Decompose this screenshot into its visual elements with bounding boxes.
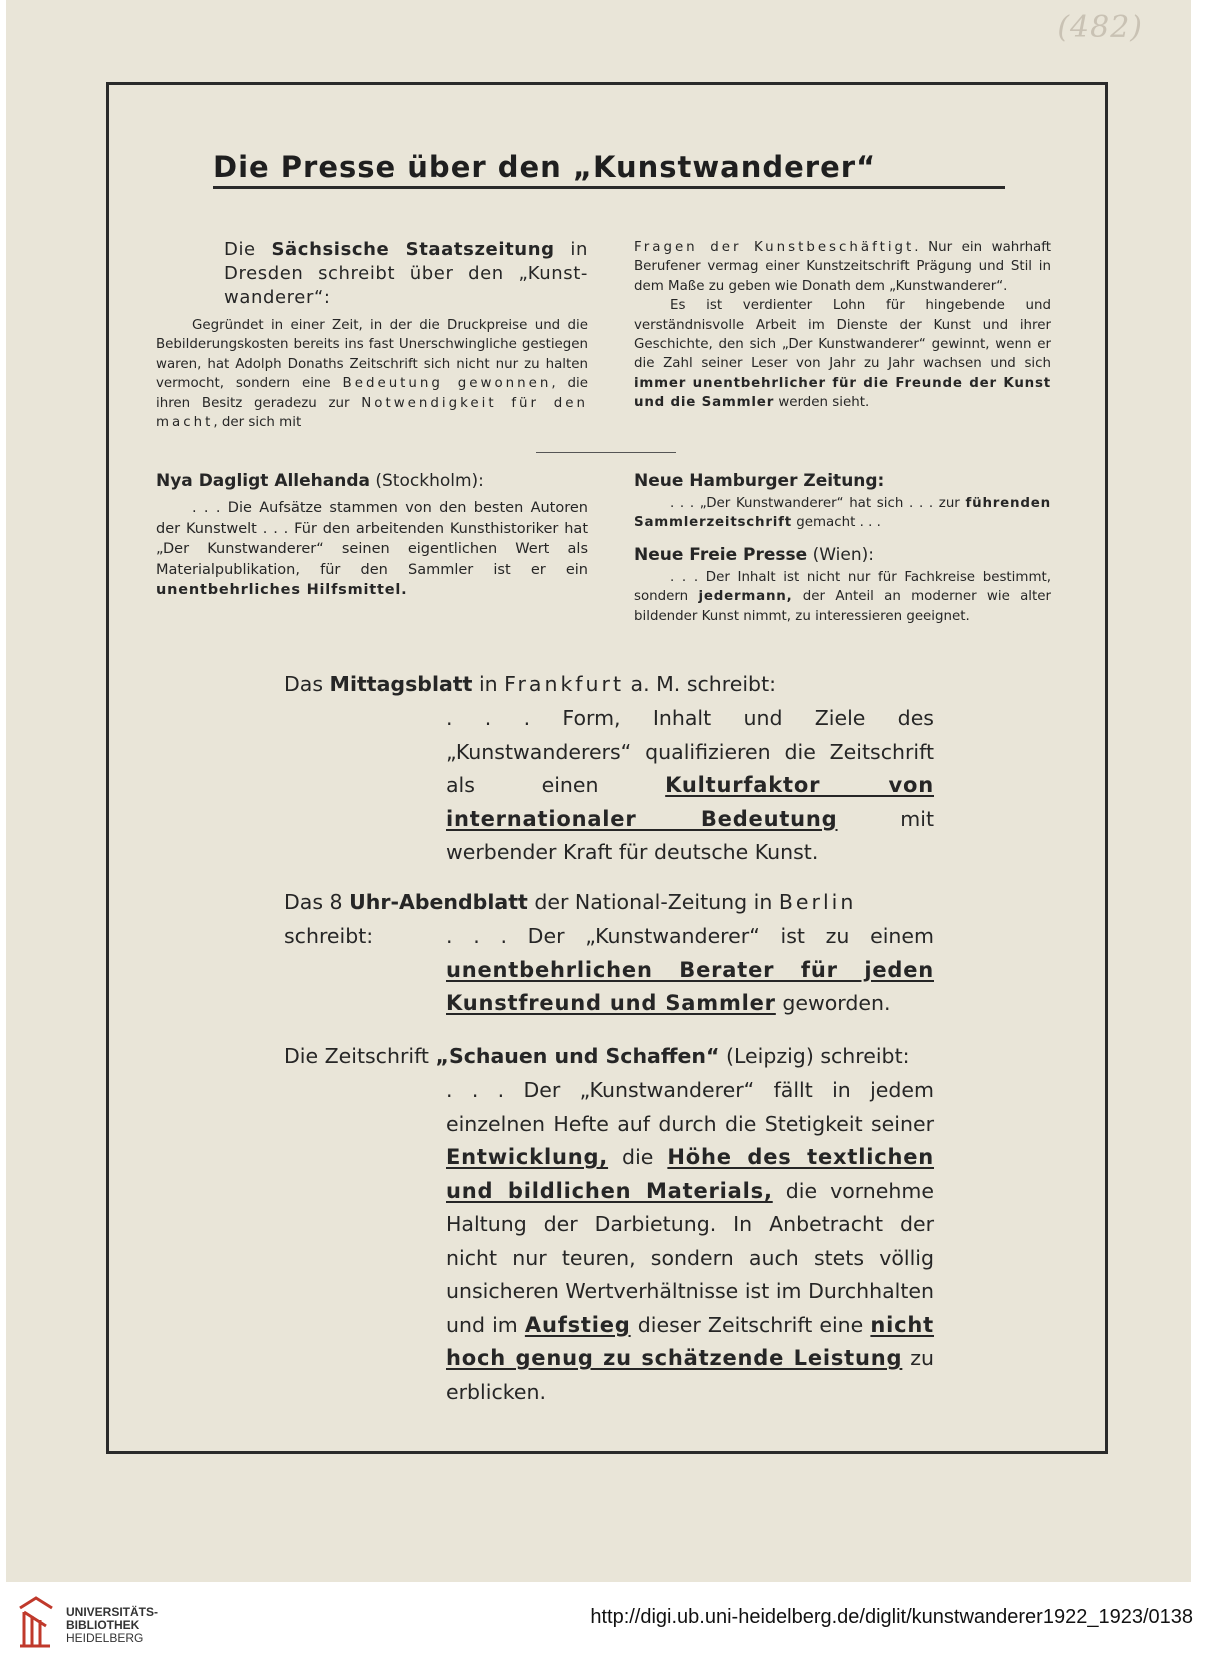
schauen-quote <box>446 1074 934 1409</box>
intro-text: in <box>472 672 505 696</box>
library-name-line: UNIVERSITÄTS- <box>66 1605 159 1619</box>
nya-source <box>156 470 588 492</box>
nya-quote <box>156 498 588 601</box>
quote-text: . . . Der „Kunstwanderer“ fällt in jedem einzelnen Hefte auf durch die Stetigkeit seiner <box>446 1078 934 1136</box>
saechsische-quote-part2 <box>634 296 1051 412</box>
nya-dagligt-section <box>156 470 588 601</box>
emphasized-text: Entwicklung, <box>446 1145 609 1169</box>
quote-text: der Anteil an moderner wie alter bildender Kunst nimmt, zu interessieren geeignet. <box>634 589 1051 624</box>
newspaper-name: Sächsische Staatszeitung <box>271 239 555 260</box>
saechsische-quote-part1 <box>156 316 588 432</box>
freie-quote <box>634 568 1051 626</box>
schauen-source <box>284 1040 934 1074</box>
quote-text: . . . Die Aufsätze stammen von den besten Autoren der Kunstwelt . . . Für den arbeitenden Kunsthistoriker hat „Der Kunstwanderer“ seinen eigentlichen Wert als Materialpublikation, für den Sammler ist er ein <box>156 500 588 578</box>
quote-text: . . . „Der Kunstwanderer“ hat sich . . . zur <box>670 496 966 511</box>
spaced-text: Notwendigkeit für den macht <box>156 395 588 431</box>
newspaper-name: Uhr-Abendblatt <box>349 890 528 914</box>
quote-text: Gegründet in einer Zeit, in der die Druckpreise und die Bebilderungskosten bereits ins fast Unerschwingliche gestiegen waren, hat Adolph Donaths Zeitschrift sich nicht nur zu halten vermocht, sondern eine <box>156 318 588 392</box>
scanned-page <box>6 0 1191 1582</box>
quote-text: . . . Form, Inhalt und Ziele des „Kunstwanderers“ qualifizieren die Zeitschrift als einen <box>446 706 934 797</box>
mittagsblatt-quote <box>446 702 934 870</box>
source-url-link[interactable]: http://digi.ub.uni-heidelberg.de/diglit/kunstwanderer1922_1923/0138 <box>590 1606 1193 1628</box>
saechsische-right-column <box>634 238 1051 413</box>
city-text: (Wien): <box>807 545 874 565</box>
quote-text: werden sieht. <box>774 395 870 411</box>
intro-text: Die Zeitschrift <box>284 1044 436 1068</box>
archive-page-number: (482) <box>1057 10 1143 45</box>
city-text: Berlin <box>778 890 857 914</box>
newspaper-name: Neue Hamburger Zeitung: <box>634 471 885 491</box>
quote-text: . . . Der „Kunstwanderer“ ist zu einem <box>446 924 934 948</box>
emphasized-text: Kulturfaktor von internationaler Bedeutung <box>446 773 934 831</box>
quote-text: , die ihren Besitz geradezu zur <box>156 376 588 411</box>
quote-text: die <box>608 1145 668 1169</box>
abendblatt-quote <box>446 920 934 1021</box>
newspaper-name: Neue Freie Presse <box>634 545 808 565</box>
hamburger-section <box>634 470 1051 533</box>
intro-text: (Leipzig) schreibt: <box>719 1044 910 1068</box>
intro-text: Die <box>224 239 272 260</box>
quote-text: gemacht . . . <box>792 515 881 531</box>
quote-text: zu erblicken. <box>446 1346 934 1404</box>
spaced-text: Fragen der Kunstbeschäftigt <box>634 240 915 255</box>
quote-text: die vornehme Haltung der Darbietung. In Anbetracht der nicht nur teuren, sondern auch stets völlig unsicheren Wertverhältnisse ist im Durchhalten und im <box>446 1178 934 1337</box>
intro-text: in Dresden schreibt über den „Kunst-wanderer“: <box>224 239 588 308</box>
city-text: Frankfurt <box>504 672 624 696</box>
quote-text: dieser Zeitschrift eine <box>630 1312 871 1337</box>
quote-text: Es ist verdienter Lohn für hingebende und verständnisvolle Arbeit im Dienste der Kunst und ihrer Geschichte, den sich „Der Kunstwanderer“ gewinnt, wenn er die Zahl seiner Leser von Jahr zu Jahr wachsen und sich <box>634 298 1051 372</box>
mittagsblatt-source <box>284 668 934 702</box>
emphasized-text: unentbehrlichen Berater für jeden Kunstfreund und Sammler <box>446 957 934 1015</box>
page-title: Die Presse über den „Kunstwanderer“ <box>213 150 1005 189</box>
quote-text: mit werbender Kraft für deutsche Kunst. <box>446 806 934 864</box>
section-divider <box>536 452 676 453</box>
intro-text: schreibt: <box>284 923 374 948</box>
intro-text: Das 8 <box>284 890 350 914</box>
quote-text: . Nur ein wahrhaft Berufener vermag einer Kunstzeitschrift Prägung und Stil in dem Maße zu geben wie Donath dem „Kunstwanderer“. <box>634 240 1051 294</box>
freie-source <box>634 544 1051 566</box>
city-text: (Stockholm): <box>369 471 484 491</box>
intro-text: der National-Zeitung in <box>527 890 779 914</box>
emphasized-text: jedermann, <box>698 589 793 605</box>
saechsische-intro <box>156 238 588 310</box>
library-name-line: BIBLIOTHEK <box>66 1618 140 1632</box>
footer-bar <box>0 1582 1207 1673</box>
library-logo-icon <box>16 1594 56 1650</box>
quote-text: . . . Der Inhalt ist nicht nur für Fachkreise bestimmt, sondern <box>634 570 1051 605</box>
library-name <box>66 1606 158 1645</box>
emphasized-text: nicht hoch genug zu schätzende Leistung <box>446 1312 934 1370</box>
emphasized-text: Höhe des textlichen und bildlichen Materials, <box>446 1145 934 1203</box>
newspaper-name: Mittagsblatt <box>329 672 473 696</box>
quote-text: geworden. <box>775 991 891 1015</box>
library-name-line: HEIDELBERG <box>66 1631 144 1645</box>
intro-text: a. M. schreibt: <box>624 672 777 696</box>
freie-presse-section <box>634 544 1051 626</box>
emphasized-text: unentbehrliches Hilfsmittel. <box>156 582 408 598</box>
quote-text: , der sich mit <box>213 415 302 431</box>
hamburger-quote <box>634 494 1051 533</box>
newspaper-name: „Schauen und Schaffen“ <box>435 1044 720 1068</box>
intro-text: Das <box>284 672 330 696</box>
emphasized-text: Aufstieg <box>524 1312 631 1337</box>
emphasized-text: führenden Sammlerzeitschrift <box>634 496 1051 531</box>
saechsische-left-column <box>156 238 588 432</box>
newspaper-name: Nya Dagligt Allehanda <box>156 471 370 491</box>
spaced-text: Bedeutung gewonnen <box>342 376 552 392</box>
emphasized-text: immer unentbehrlicher für die Freunde der Kunst und die Sammler <box>634 375 1051 411</box>
